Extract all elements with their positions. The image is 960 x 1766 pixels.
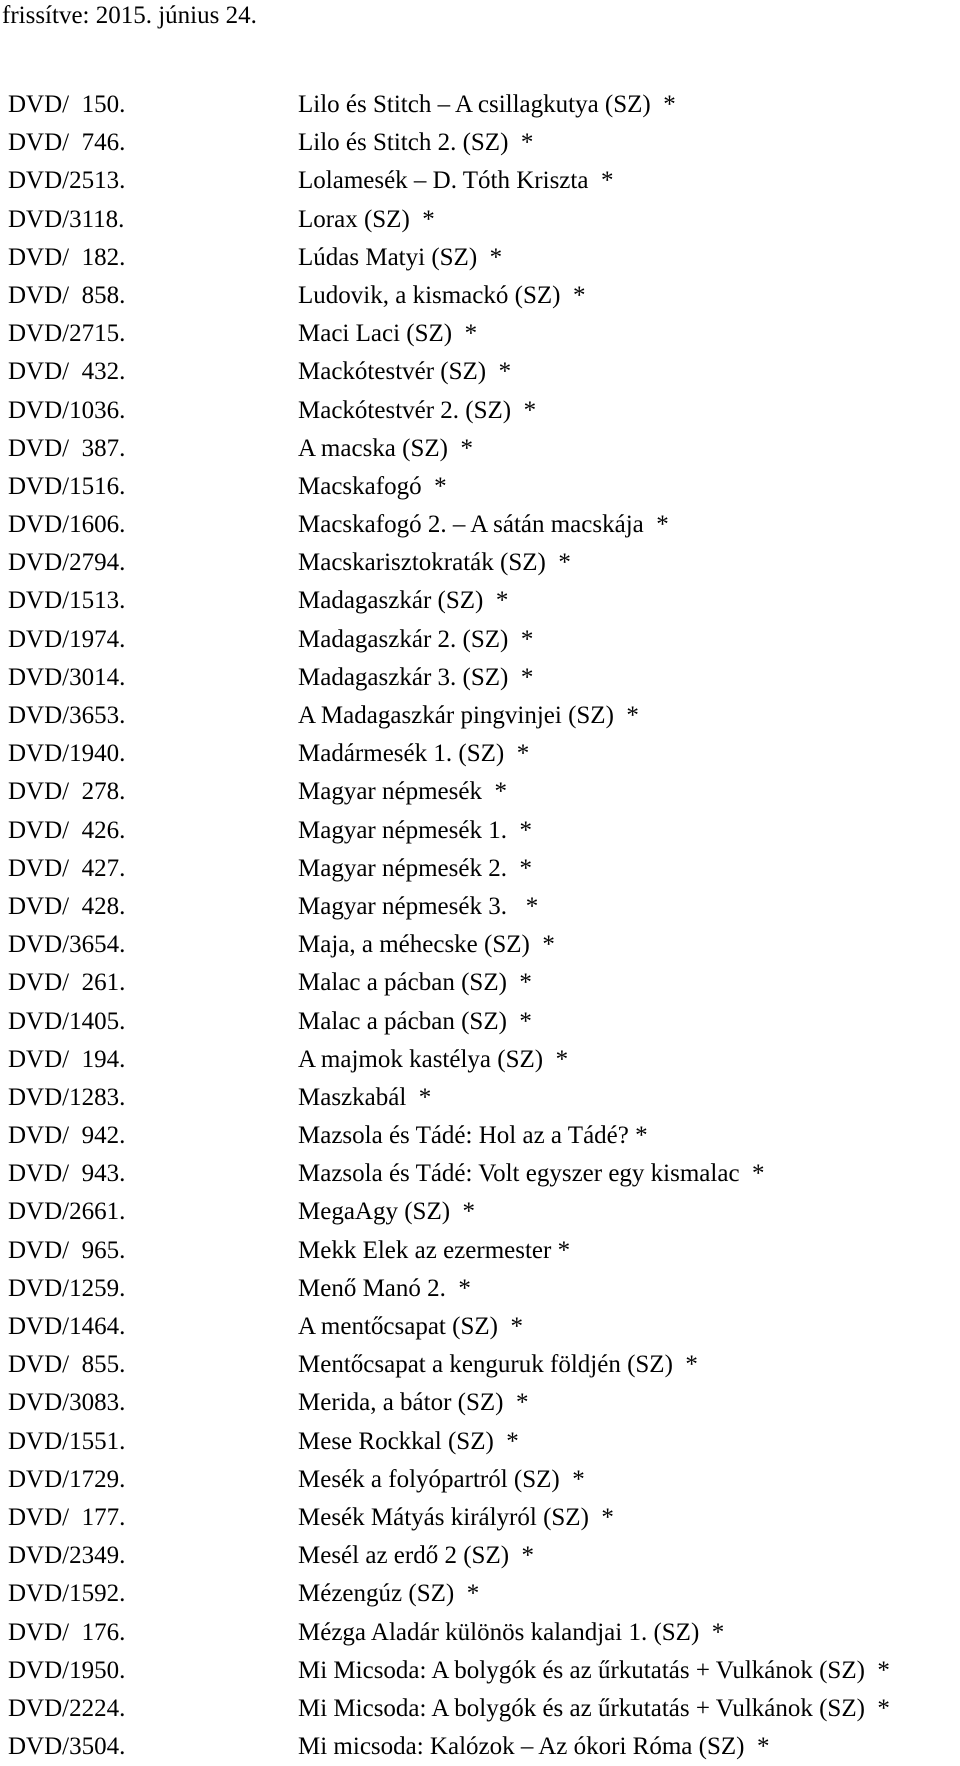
dvd-title: Macskarisztokraták (SZ) * [298, 549, 571, 577]
dvd-title: A Madagaszkár pingvinjei (SZ) * [298, 702, 639, 729]
list-item [0, 468, 960, 506]
dvd-code: DVD/ 150. [8, 91, 126, 118]
dvd-title: Magyar népmesék 1. * [298, 816, 532, 844]
dvd-code: DVD/2349. [8, 1542, 126, 1570]
dvd-title: Mentőcsapat a kenguruk földjén (SZ) * [298, 1351, 698, 1379]
dvd-title: Lilo és Stitch – A csillagkutya (SZ) * [298, 91, 676, 118]
dvd-code: DVD/3654. [8, 931, 126, 959]
dvd-code: DVD/ 194. [8, 1045, 126, 1073]
dvd-title: A majmok kastélya (SZ) * [298, 1045, 569, 1073]
list-item [0, 315, 960, 353]
list-item [0, 1728, 960, 1766]
list-item [0, 86, 960, 124]
list-item [0, 1308, 960, 1346]
dvd-title: Madagaszkár 3. (SZ) * [298, 663, 534, 691]
dvd-title: Mackótestvér (SZ) * [298, 358, 512, 386]
dvd-code: DVD/3083. [8, 1389, 126, 1417]
dvd-code: DVD/ 965. [8, 1236, 126, 1264]
list-item [0, 277, 960, 315]
dvd-code: DVD/1729. [8, 1465, 126, 1493]
dvd-code: DVD/ 387. [8, 434, 126, 462]
dvd-title: Madármesék 1. (SZ) * [298, 740, 530, 768]
dvd-title: Madagaszkár 2. (SZ) * [298, 625, 534, 653]
list-item [0, 1117, 960, 1155]
dvd-title: Merida, a bátor (SZ) * [298, 1389, 529, 1417]
dvd-title: Menő Manó 2. * [298, 1274, 471, 1302]
list-item [0, 926, 960, 964]
dvd-code: DVD/ 278. [8, 778, 126, 806]
dvd-title: Mesék a folyópartról (SZ) * [298, 1465, 585, 1493]
list-item [0, 1537, 960, 1575]
dvd-title: Mesék Mátyás királyról (SZ) * [298, 1503, 614, 1531]
dvd-title: Lorax (SZ) * [298, 205, 435, 233]
dvd-code: DVD/ 261. [8, 969, 126, 997]
list-item [0, 239, 960, 277]
list-item [0, 582, 960, 620]
dvd-code: DVD/1592. [8, 1580, 126, 1608]
list-item [0, 735, 960, 773]
dvd-code: DVD/ 428. [8, 892, 126, 920]
list-item [0, 1041, 960, 1079]
dvd-code: DVD/2224. [8, 1694, 126, 1722]
dvd-code: DVD/ 858. [8, 281, 126, 309]
dvd-code: DVD/1516. [8, 472, 126, 500]
dvd-code: DVD/ 942. [8, 1122, 126, 1150]
dvd-title: Mi Micsoda: A bolygók és az űrkutatás + Vulkánok (SZ) * [298, 1656, 890, 1684]
dvd-title: Mi micsoda: Kalózok – Az ókori Róma (SZ) * [298, 1733, 770, 1761]
updated-date: frissítve: 2015. június 24. [2, 2, 257, 29]
dvd-code: DVD/ 176. [8, 1618, 126, 1646]
list-item [0, 888, 960, 926]
dvd-code: DVD/1940. [8, 740, 126, 768]
dvd-title: Mackótestvér 2. (SZ) * [298, 396, 537, 424]
list-item [0, 1423, 960, 1461]
dvd-title: MegaAgy (SZ) * [298, 1198, 476, 1226]
dvd-code: DVD/1259. [8, 1274, 126, 1302]
dvd-code: DVD/ 855. [8, 1351, 126, 1379]
dvd-code: DVD/3014. [8, 663, 126, 691]
dvd-code: DVD/1283. [8, 1083, 126, 1111]
dvd-code: DVD/ 943. [8, 1160, 126, 1188]
dvd-code: DVD/1464. [8, 1313, 126, 1340]
dvd-code: DVD/1606. [8, 511, 126, 539]
dvd-title: Mi Micsoda: A bolygók és az űrkutatás + Vulkánok (SZ) * [298, 1694, 890, 1722]
dvd-code: DVD/2661. [8, 1198, 126, 1226]
list-item [0, 1652, 960, 1690]
dvd-code: DVD/3504. [8, 1733, 126, 1761]
list-item [0, 506, 960, 544]
dvd-title: Madagaszkár (SZ) * [298, 587, 509, 615]
dvd-title: Mézga Aladár különös kalandjai 1. (SZ) * [298, 1618, 725, 1646]
dvd-code: DVD/ 427. [8, 854, 126, 882]
dvd-title: Mese Rockkal (SZ) * [298, 1427, 519, 1455]
dvd-code: DVD/1405. [8, 1007, 126, 1035]
dvd-title: Maszkabál * [298, 1083, 432, 1111]
list-item [0, 353, 960, 391]
dvd-title: Magyar népmesék * [298, 778, 507, 806]
list-item [0, 1499, 960, 1537]
dvd-title: Lúdas Matyi (SZ) * [298, 243, 503, 271]
list-item [0, 162, 960, 200]
dvd-title: Malac a pácban (SZ) * [298, 1007, 532, 1035]
list-item [0, 124, 960, 162]
dvd-title: Magyar népmesék 3. * [298, 892, 539, 920]
list-item [0, 697, 960, 735]
dvd-code: DVD/3118. [8, 205, 125, 233]
dvd-code: DVD/1036. [8, 396, 126, 424]
dvd-title: A mentőcsapat (SZ) * [298, 1313, 523, 1340]
dvd-title: Lolamesék – D. Tóth Kriszta * [298, 167, 614, 195]
dvd-code: DVD/3653. [8, 702, 126, 729]
dvd-code: DVD/1974. [8, 625, 126, 653]
list-item [0, 1346, 960, 1384]
list-item [0, 544, 960, 582]
list-item [0, 659, 960, 697]
list-item [0, 1614, 960, 1652]
dvd-title: Mesél az erdő 2 (SZ) * [298, 1542, 535, 1570]
list-item [0, 1232, 960, 1270]
dvd-code: DVD/1551. [8, 1427, 126, 1455]
dvd-code: DVD/2715. [8, 320, 126, 348]
list-item [0, 1461, 960, 1499]
dvd-title: Maci Laci (SZ) * [298, 320, 478, 348]
list-item [0, 1575, 960, 1613]
dvd-title: Mazsola és Tádé: Volt egyszer egy kismalac * [298, 1160, 765, 1188]
dvd-title: Maja, a méhecske (SZ) * [298, 931, 555, 959]
list-item [0, 621, 960, 659]
list-item [0, 1079, 960, 1117]
dvd-title: Malac a pácban (SZ) * [298, 969, 532, 997]
dvd-code: DVD/2794. [8, 549, 126, 577]
dvd-title: Ludovik, a kismackó (SZ) * [298, 281, 586, 309]
dvd-title: A macska (SZ) * [298, 434, 473, 462]
dvd-catalog-list [0, 86, 960, 1766]
list-item [0, 1003, 960, 1041]
list-item [0, 430, 960, 468]
list-item [0, 1690, 960, 1728]
dvd-code: DVD/1513. [8, 587, 126, 615]
list-item [0, 812, 960, 850]
list-item [0, 1155, 960, 1193]
list-item [0, 1270, 960, 1308]
dvd-code: DVD/1950. [8, 1656, 126, 1684]
list-item [0, 1384, 960, 1422]
dvd-code: DVD/2513. [8, 167, 126, 195]
dvd-title: Magyar népmesék 2. * [298, 854, 532, 882]
dvd-title: Macskafogó 2. – A sátán macskája * [298, 511, 669, 539]
dvd-title: Macskafogó * [298, 472, 447, 500]
list-item [0, 773, 960, 811]
dvd-code: DVD/ 182. [8, 243, 126, 271]
dvd-code: DVD/ 426. [8, 816, 126, 844]
dvd-title: Mézengúz (SZ) * [298, 1580, 480, 1608]
list-item [0, 850, 960, 888]
dvd-code: DVD/ 432. [8, 358, 126, 386]
dvd-title: Mekk Elek az ezermester * [298, 1236, 571, 1264]
list-item [0, 1193, 960, 1231]
dvd-code: DVD/ 746. [8, 129, 126, 157]
dvd-code: DVD/ 177. [8, 1503, 126, 1531]
list-item [0, 964, 960, 1002]
list-item [0, 392, 960, 430]
dvd-title: Lilo és Stitch 2. (SZ) * [298, 129, 534, 157]
dvd-title: Mazsola és Tádé: Hol az a Tádé? * [298, 1122, 648, 1150]
list-item [0, 201, 960, 239]
